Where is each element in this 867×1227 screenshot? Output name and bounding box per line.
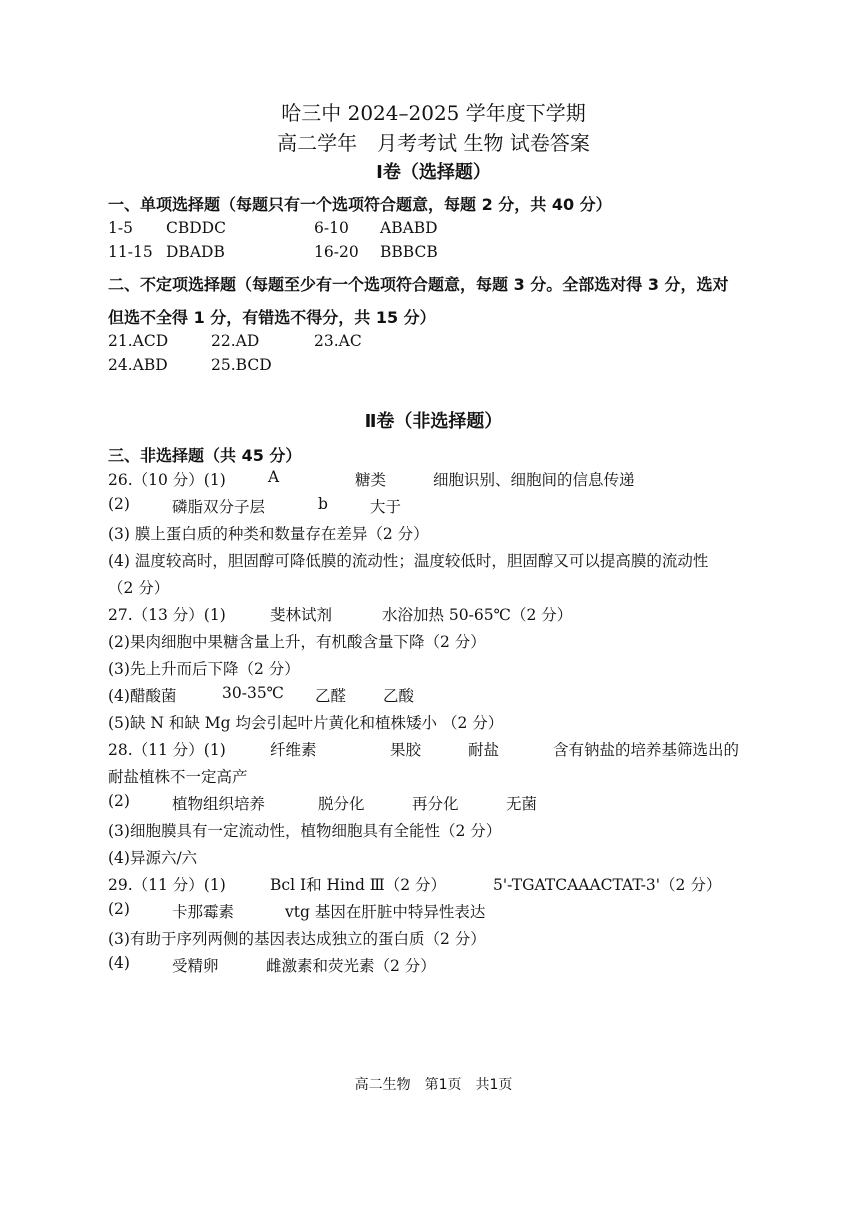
question-number: 27.（13 分）(1) [108,606,226,624]
volume-2-title: Ⅱ卷（非选择题） [364,411,503,432]
answer-value: 纤维素 [270,741,317,759]
answer-value: 磷脂双分子层 [172,498,266,516]
answer-range: 6-10 [314,219,349,237]
question-number: 28.（11 分）(1) [108,741,226,759]
section-3-heading: 三、非选择题（共 45 分） [108,446,302,465]
q28-line-4: (3)细胞膜具有一定流动性，植物细胞具有全能性（2 分） [108,822,502,840]
answer-value: vtg 基因在肝脏中特异性表达 [285,903,486,921]
answer-value: b [318,495,328,513]
answer-value: 水浴加热 50-65℃（2 分） [382,606,573,624]
answer-value: 卡那霉素 [172,903,235,921]
answer-value: 无菌 [506,795,538,813]
answer-value: 植物组织培养 [172,795,266,813]
answer-value: BBBCB [380,243,438,261]
page-footer: 高二生物 第1页 共1页 [354,1077,513,1093]
answer-value: 30-35℃ [222,684,285,702]
answer-value: 含有钠盐的培养基筛选出的 [553,741,740,759]
answer-value: 糖类 [355,471,387,489]
answer-value: 25.BCD [211,356,272,374]
question-number: 26.（10 分）(1) [108,471,226,489]
sub-question-number: (2) [108,495,130,513]
q26-line-4: (4) 温度较高时，胆固醇可降低膜的流动性；温度较低时，胆固醇又可以提高膜的流动性 [108,552,709,570]
answer-value: 脱分化 [318,795,365,813]
answer-value: 21.ACD [108,332,169,350]
answer-value: 5'-TGATCAAACTAT-3'（2 分） [493,876,722,894]
volume-1-title: Ⅰ卷（选择题） [376,162,491,183]
sub-question-number: (4) [108,954,130,972]
sub-question-number: (2) [108,900,130,918]
sub-question-number: (2) [108,792,130,810]
answer-value: 斐林试剂 [270,606,333,624]
answer-value: 受精卵 [172,957,219,975]
q27-line-3: (3)先上升而后下降（2 分） [108,660,300,678]
answer-value: 22.AD [211,332,260,350]
q27-line-5: (5)缺 N 和缺 Mg 均会引起叶片黄化和植株矮小 （2 分） [108,714,504,732]
question-number: 29.（11 分）(1) [108,876,226,894]
answer-value: (4)醋酸菌 [108,687,177,705]
answer-range: 1-5 [108,219,133,237]
q27-line-2: (2)果肉细胞中果糖含量上升，有机酸含量下降（2 分） [108,633,486,651]
answer-value: 23.AC [314,332,362,350]
answer-value: 细胞识别、细胞间的信息传递 [433,471,635,489]
answer-value: 雌激素和荧光素（2 分） [266,957,436,975]
answer-range: 16-20 [314,243,359,261]
exam-title: 高二学年 月考考试 生物 试卷答案 [277,131,590,155]
q29-line-3: (3)有助于序列两侧的基因表达成独立的蛋白质（2 分） [108,930,486,948]
section-2-heading-line-2: 但选不全得 1 分，有错选不得分，共 15 分） [108,308,436,327]
q26-line-5: （2 分） [108,579,170,597]
answer-value: 大于 [370,498,402,516]
q28-line-5: (4)异源六/六 [108,849,198,867]
answer-value: ABABD [380,219,438,237]
answer-range: 11-15 [108,243,153,261]
answer-value: CBDDC [166,219,226,237]
section-1-heading: 一、单项选择题（每题只有一个选项符合题意，每题 2 分，共 40 分） [108,195,612,214]
section-2-heading-line-1: 二、不定项选择题（每题至少有一个选项符合题意，每题 3 分。全部选对得 3 分，选对 [108,275,729,294]
answer-value: 乙酸 [383,687,415,705]
answer-value: 耐盐 [468,741,500,759]
school-term-title: 哈三中 2024–2025 学年度下学期 [281,101,586,125]
answer-value: A [268,468,280,486]
answer-value: 乙醛 [315,687,347,705]
answer-value: 再分化 [412,795,459,813]
q28-line-2: 耐盐植株不一定高产 [108,768,248,786]
answer-value: Bcl Ⅰ和 Hind Ⅲ（2 分） [270,876,447,894]
answer-value: 24.ABD [108,356,168,374]
q26-line-3: (3) 膜上蛋白质的种类和数量存在差异（2 分） [108,525,429,543]
answer-value: 果胶 [390,741,422,759]
answer-value: DBADB [166,243,225,261]
